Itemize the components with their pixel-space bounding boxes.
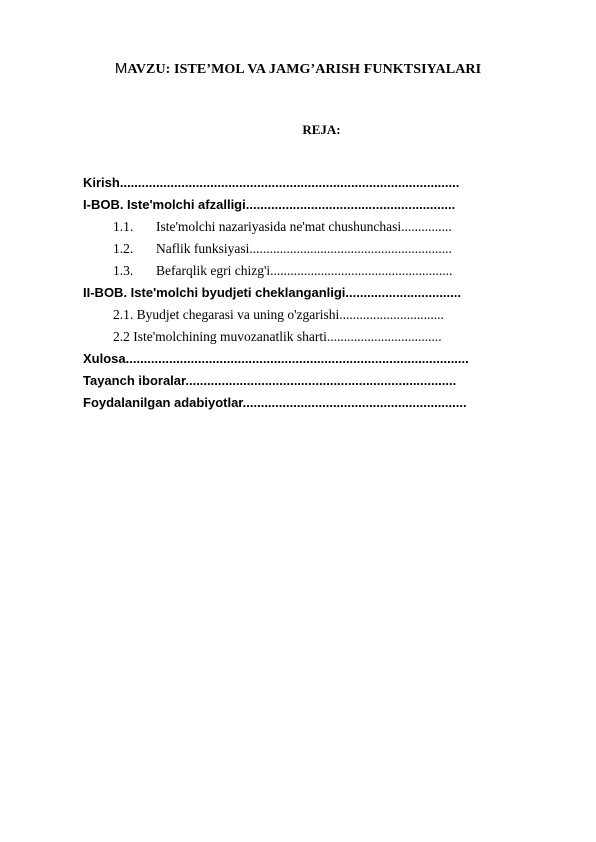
toc-entry-1-2	[83, 238, 523, 260]
toc-entry-1-1	[83, 216, 523, 238]
toc-entry-2-2-text: 2.2 Iste'molchining muvozanatlik sharti..................................	[113, 329, 442, 344]
toc-entry-tayanch-text: Tayanch iboralar...........................................................................	[83, 373, 457, 388]
toc-entry-1-3-number: 1.3.	[113, 263, 134, 278]
toc-entry-1-3	[83, 260, 523, 282]
toc-entry-bob2-text: II-BOB. Iste'molchi byudjeti cheklanganligi................................	[83, 285, 461, 300]
toc-entry-xulosa-text: Xulosa...............................................................................................	[83, 351, 469, 366]
toc-entry-1-3-text: Befarqlik egri chizg'i......................................................	[156, 263, 453, 278]
toc-entry-2-2	[83, 326, 523, 348]
toc-entry-2-1	[83, 304, 523, 326]
toc-entry-bob1	[83, 194, 523, 216]
toc-entry-1-1-number: 1.1.	[113, 219, 134, 234]
toc-entry-2-1-text: 2.1. Byudjet chegarasi va uning o'zgarishi...............................	[113, 307, 444, 322]
plan-heading: REJA:	[302, 122, 341, 137]
title-rest: AVZU: ISTE’MOL VA JAMG’ARISH FUNKTSIYALARI	[127, 62, 482, 77]
toc-entry-tayanch	[83, 370, 523, 392]
toc-entry-foydalanilgan-text: Foydalanilgan adabiyotlar..............................................................	[83, 395, 467, 410]
document-title	[0, 60, 596, 78]
toc-entry-1-1-text: Iste'molchi nazariyasida ne'mat chushunchasi...............	[156, 219, 452, 234]
toc-entry-kirish	[83, 172, 523, 194]
toc-entry-bob1-text: I-BOB. Iste'molchi afzalligi..........................................................	[83, 197, 456, 212]
toc-entry-xulosa	[83, 348, 523, 370]
title-first-letter: M	[114, 60, 128, 77]
toc-entry-1-2-text: Naflik funksiyasi............................................................	[156, 241, 452, 256]
toc-entry-1-2-number: 1.2.	[113, 241, 134, 256]
table-of-contents	[83, 172, 523, 414]
toc-entry-foydalanilgan	[83, 392, 523, 414]
toc-entry-kirish-text: Kirish..............................................................................................	[83, 175, 460, 190]
toc-entry-bob2	[83, 282, 523, 304]
